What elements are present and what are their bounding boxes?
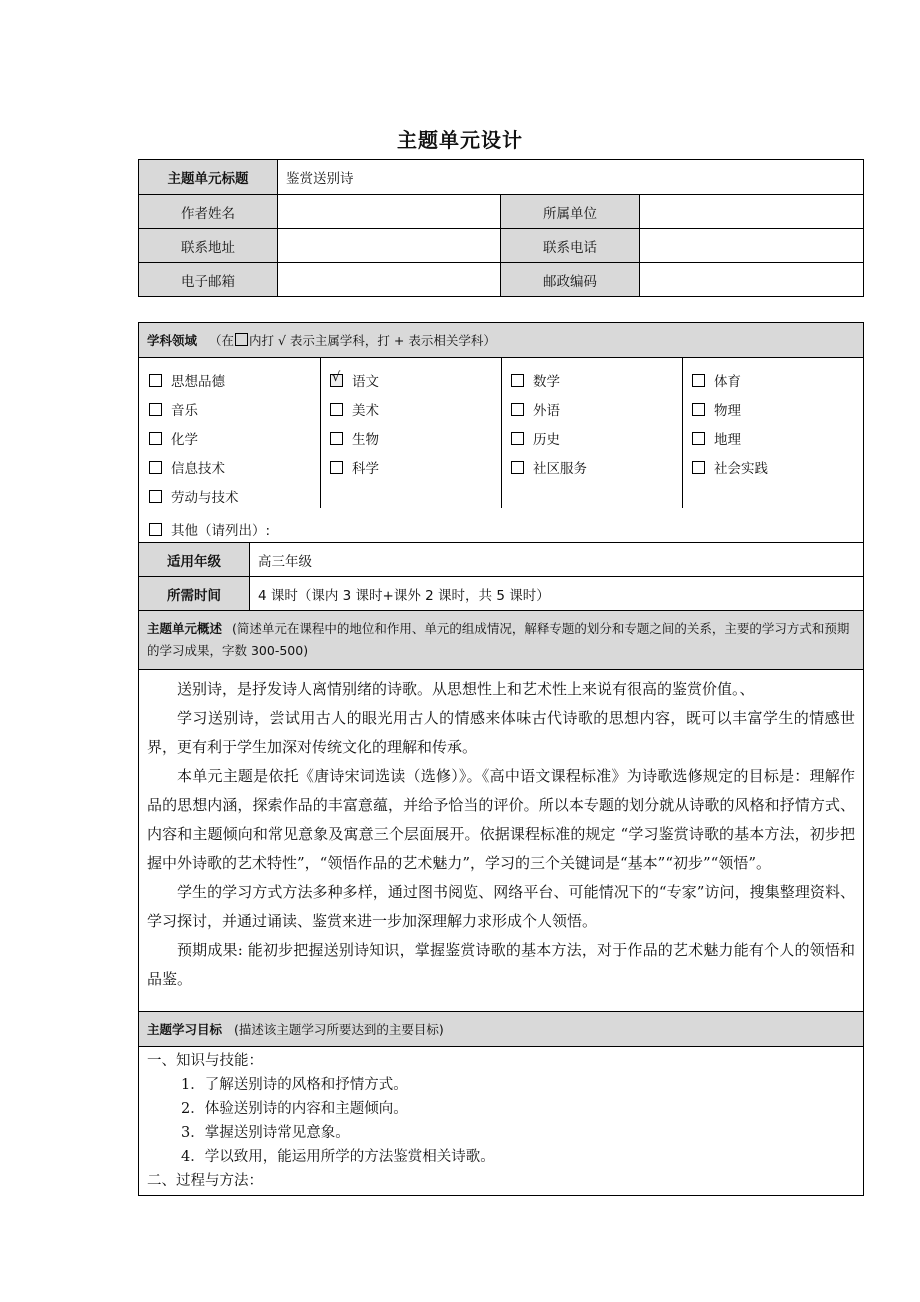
phone-label: 联系电话 [501,229,640,263]
main-table [138,322,864,1196]
checkbox-icon[interactable] [692,461,705,474]
checkbox-icon[interactable] [149,374,162,387]
checkbox-icon[interactable] [149,461,162,474]
subject-item[interactable]: 体育 [692,370,741,390]
subject-item-chinese[interactable]: √ 语文 [332,369,379,390]
subject-item[interactable]: 历史 [511,428,560,448]
overview-paragraph: 本单元主题是依托《唐诗宋词选读（选修）》。《高中语文课程标准》为诗歌选修规定的目标是：理解作品的思想内涵，探索作品的丰富意蕴，并给予恰当的评价。所以本专题的划分就从诗歌的风格和抒情方式、内容和主题倾向和常见意象及寓意三个层面展开。依据课程标准的规定 “学习鉴赏诗歌的基本方法，初步把握中外诗歌的艺术特性”，“领悟作品的艺术魅力”，学习的三个关键词是“基本”“初步”“领悟”。 [147,767,856,872]
subject-other[interactable]: 其他（请列出）: [149,519,270,539]
subject-item[interactable]: 社会实践 [692,457,768,477]
subject-item[interactable]: 社区服务 [511,457,587,477]
grade-value: 高三年级 [250,543,864,577]
header-info-table [138,159,864,297]
subject-item[interactable]: 物理 [692,399,741,419]
subjects-grid [139,358,864,543]
overview-paragraph: 学习送别诗，尝试用古人的眼光用古人的情感来体味古代诗歌的思想内容，既可以丰富学生的情感世界，更有利于学生加深对传统文化的理解和传承。 [147,709,856,756]
checkbox-icon[interactable] [511,432,524,445]
author-label: 作者姓名 [139,195,278,229]
subjects-heading: 学科领域 [147,333,198,348]
checkbox-icon[interactable] [511,403,524,416]
checkbox-icon[interactable] [330,403,343,416]
subject-item[interactable]: 美术 [330,399,379,419]
goal-item: 4．学以致用，能运用所学的方法鉴赏相关诗歌。 [181,1149,495,1165]
author-field[interactable] [278,195,501,229]
checkbox-icon[interactable] [692,403,705,416]
checkbox-icon[interactable] [511,461,524,474]
page-title: 主题单元设计 [397,128,523,152]
overview-hint: (简述单元在课程中的地位和作用、单元的组成情况，解释专题的划分和专题之间的关系，主要的学习方式和预期的学习成果，字数 300-500) [147,621,850,658]
checkbox-icon[interactable] [330,461,343,474]
subject-item[interactable]: 生物 [330,428,379,448]
address-field[interactable] [278,229,501,263]
postcode-field[interactable] [640,263,864,297]
checkbox-icon[interactable] [149,403,162,416]
checkbox-checked-icon[interactable]: √ [330,374,343,387]
subject-item[interactable]: 劳动与技术 [149,486,239,506]
subject-item[interactable]: 地理 [692,428,741,448]
address-label: 联系地址 [139,229,278,263]
checkbox-icon[interactable] [149,432,162,445]
overview-body [139,670,864,1012]
goal-item: 2．体验送别诗的内容和主题倾向。 [181,1101,408,1117]
unit-title-value: 鉴赏送别诗 [278,160,864,195]
subject-item[interactable]: 音乐 [149,399,198,419]
overview-paragraph: 学生的学习方式方法多种多样，通过图书阅览、网络平台、可能情况下的“专家”访问，搜集整理资料、学习探讨，并通过诵读、鉴赏来进一步加深理解力求形成个人领悟。 [147,883,856,930]
subjects-instruction-2: 内打 √ 表示主属学科，打 + 表示相关学科） [249,333,496,348]
subject-item[interactable]: 科学 [330,457,379,477]
checkbox-icon[interactable] [149,523,162,536]
postcode-label: 邮政编码 [501,263,640,297]
org-label: 所属单位 [501,195,640,229]
goals-hint: (描述该主题学习所要达到的主要目标) [234,1022,444,1037]
subject-item[interactable]: 信息技术 [149,457,225,477]
subjects-heading-row [139,323,864,358]
checkbox-icon[interactable] [149,490,162,503]
email-label: 电子邮箱 [139,263,278,297]
grade-label: 适用年级 [139,543,250,577]
org-field[interactable] [640,195,864,229]
checkbox-sample-icon [235,333,248,346]
goals-heading-row [139,1012,864,1047]
goals-heading: 主题学习目标 [147,1022,223,1037]
goal-item: 3．掌握送别诗常见意象。 [181,1125,350,1141]
subject-item[interactable]: 外语 [511,399,560,419]
goals-section-2: 二、过程与方法： [147,1173,263,1189]
checkbox-icon[interactable] [692,432,705,445]
overview-heading: 主题单元概述 [147,621,223,636]
checkbox-icon[interactable] [511,374,524,387]
subject-item[interactable]: 思想品德 [149,370,225,390]
time-value: 4 课时（课内 3 课时+课外 2 课时，共 5 课时） [250,577,864,611]
email-field[interactable] [278,263,501,297]
subject-item[interactable]: 数学 [511,370,560,390]
checkbox-icon[interactable] [330,432,343,445]
goals-section-1: 一、知识与技能： [147,1053,263,1069]
goal-item: 1．了解送别诗的风格和抒情方式。 [181,1077,408,1093]
overview-paragraph: 送别诗，是抒发诗人离情别绪的诗歌。从思想性上和艺术性上来说有很高的鉴赏价值。、 [177,680,755,698]
overview-paragraph: 预期成果: 能初步把握送别诗知识，掌握鉴赏诗歌的基本方法，对于作品的艺术魅力能有个人的领悟和品鉴。 [147,941,856,988]
goals-body [139,1047,864,1196]
unit-title-label: 主题单元标题 [139,160,278,195]
subject-item[interactable]: 化学 [149,428,198,448]
phone-field[interactable] [640,229,864,263]
checkbox-icon[interactable] [692,374,705,387]
time-label: 所需时间 [139,577,250,611]
overview-heading-row [139,611,864,670]
subjects-instruction: （在 [209,333,235,348]
